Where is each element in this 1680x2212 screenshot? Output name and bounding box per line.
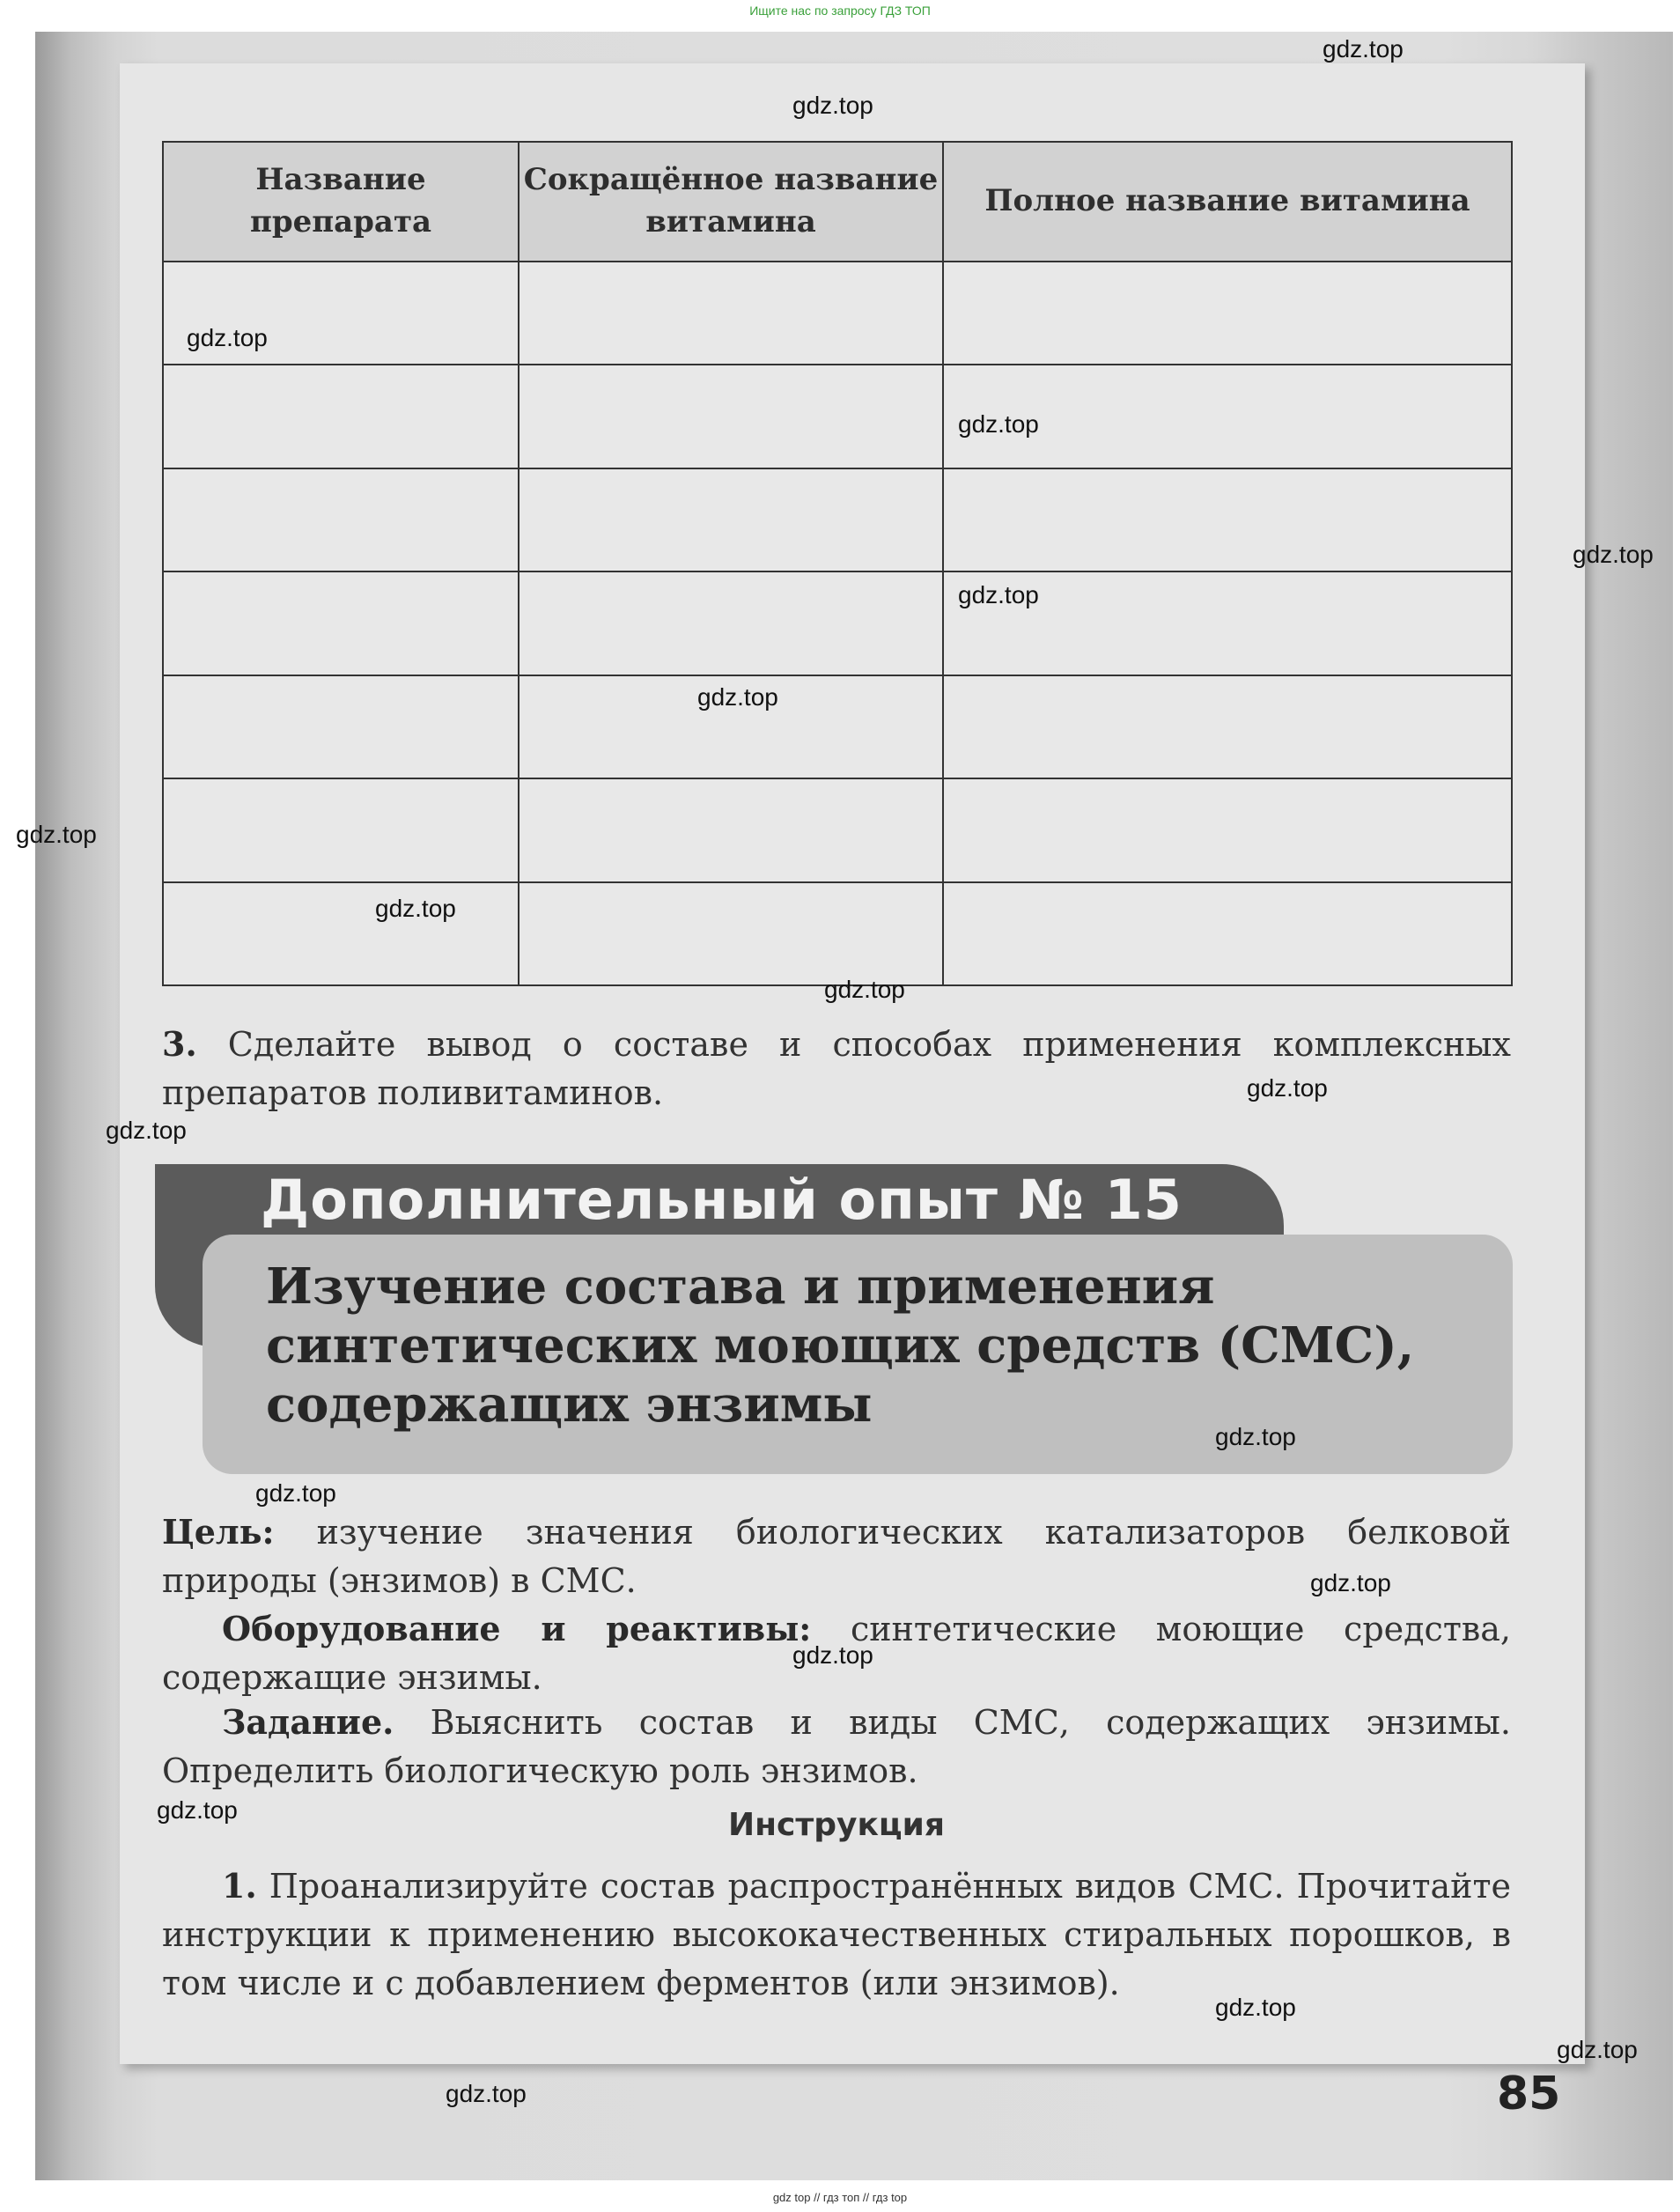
watermark: gdz.top: [697, 683, 778, 711]
experiment-title-line: Изучение состава и применения: [266, 1257, 1215, 1316]
table-cell: [943, 778, 1512, 881]
task-3-paragraph: [162, 1020, 1511, 1117]
table-cell: [519, 882, 943, 985]
watermark: gdz.top: [1323, 35, 1404, 63]
task-text: Выяснить состав и виды СМС, содержащих энзимы. Определить биологическую роль энзимов.: [162, 1703, 1511, 1791]
table-row: [163, 262, 1512, 365]
goal-text: изучение значения биологических катализаторов белковой природы (энзимов) в СМС.: [162, 1513, 1511, 1601]
table-row: [163, 468, 1512, 571]
table-row: [163, 882, 1512, 985]
watermark: gdz.top: [824, 976, 905, 1003]
watermark: gdz.top: [1247, 1074, 1328, 1102]
top-banner: Ищите нас по запросу ГДЗ ТОП: [749, 4, 931, 18]
watermark: gdz.top: [1310, 1569, 1391, 1596]
experiment-title: [266, 1257, 1499, 1435]
table-cell: [943, 262, 1512, 365]
table-row: [163, 778, 1512, 881]
table-header-row: [163, 142, 1512, 262]
table-cell: [943, 675, 1512, 778]
header-vitamin-short-name: Сокращённое название витамина: [519, 142, 943, 262]
header-preparation-name: Название препарата: [163, 142, 519, 262]
step-1-paragraph: [162, 1862, 1511, 2008]
task-3-number: 3.: [162, 1024, 197, 1064]
table-cell: [943, 468, 1512, 571]
watermark: gdz.top: [958, 581, 1039, 608]
table-cell: [163, 882, 519, 985]
table-cell: [163, 468, 519, 571]
table-cell: [519, 571, 943, 675]
watermark: gdz.top: [958, 410, 1039, 438]
table-cell: [519, 262, 943, 365]
experiment-title-line: содержащих энзимы: [266, 1375, 873, 1434]
goal-paragraph: [162, 1508, 1511, 1605]
table-row: [163, 365, 1512, 468]
table-row: [163, 571, 1512, 675]
step-1-number: 1.: [222, 1866, 257, 1906]
table-row: [163, 675, 1512, 778]
experiment-number-title: Дополнительный опыт № 15: [261, 1168, 1183, 1232]
table-cell: [519, 778, 943, 881]
watermark: gdz.top: [106, 1117, 187, 1144]
equipment-label: Оборудование и реактивы:: [222, 1609, 812, 1648]
task-3-text: Сделайте вывод о составе и способах применения комплексных препаратов поливитаминов.: [162, 1025, 1511, 1113]
watermark: gdz.top: [446, 2080, 527, 2107]
goal-label: Цель:: [162, 1512, 275, 1552]
instruction-heading: Инструкция: [728, 1807, 945, 1843]
page-number: 85: [1497, 2068, 1561, 2120]
table-cell: [163, 365, 519, 468]
step-1-text: Проанализируйте состав распространённых видов СМС. Прочитайте инструкции к применению высококачественных стиральных порошков, в том числе и с добавлением ферментов (или энзимов).: [162, 1867, 1511, 2003]
task-label: Задание.: [222, 1702, 394, 1742]
watermark: gdz.top: [187, 324, 268, 351]
table-cell: [163, 675, 519, 778]
watermark: gdz.top: [157, 1796, 238, 1824]
table-cell: [519, 468, 943, 571]
watermark: gdz.top: [255, 1479, 336, 1507]
table-cell: [163, 571, 519, 675]
watermark: gdz.top: [1557, 2036, 1638, 2063]
equipment-text: синтетические моющие средства, содержащие энзимы.: [162, 1610, 1511, 1698]
watermark: gdz.top: [1215, 1423, 1296, 1450]
watermark: gdz.top: [375, 895, 456, 922]
table-cell: [519, 365, 943, 468]
table-cell: [163, 778, 519, 881]
watermark: gdz.top: [792, 92, 873, 119]
vitamin-table: [162, 141, 1513, 986]
task-paragraph: [162, 1698, 1511, 1795]
watermark: gdz.top: [792, 1641, 873, 1669]
watermark: gdz.top: [16, 821, 97, 848]
table-cell: [943, 882, 1512, 985]
watermark: gdz.top: [1573, 541, 1654, 568]
bottom-banner: gdz top // гдз топ // гдз top: [772, 2191, 908, 2204]
watermark: gdz.top: [1215, 1994, 1296, 2021]
experiment-title-line: синтетических моющих средств (СМС),: [266, 1316, 1415, 1375]
header-vitamin-full-name: Полное название витамина: [943, 142, 1512, 262]
